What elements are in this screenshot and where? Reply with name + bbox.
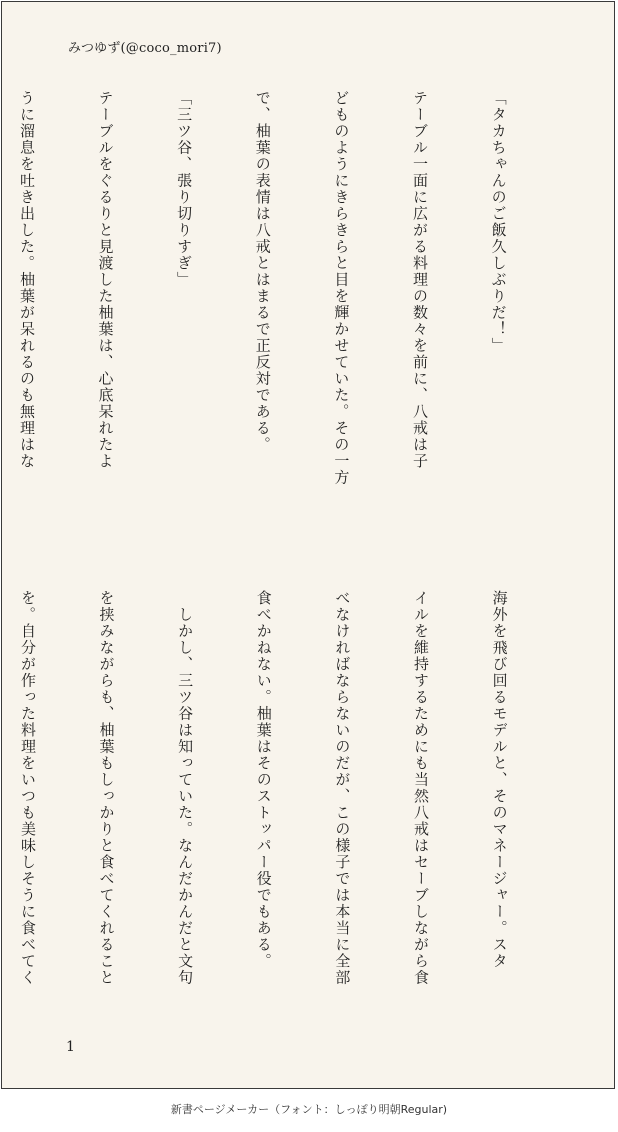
text-line: べなければならないのだが、この様子では本当に全部 <box>333 590 352 986</box>
text-line: を。自分が作った料理をいつも美味しそうに食べてく <box>18 590 37 986</box>
text-line: うに溜息を吐き出した。柚葉が呆れるのも無理はな <box>17 90 36 470</box>
text-block-upper <box>17 90 564 520</box>
text-line: テーブル一面に広がる料理の数々を前に、八戒は子 <box>410 90 429 470</box>
generator-credit: 新書ページメーカー（フォント：しっぽり明朝Regular) <box>170 1103 448 1116</box>
text-line: テーブルをぐるりと見渡した柚葉は、心底呆れたよ <box>96 90 115 470</box>
text-line: どものようにきらきらと目を輝かせていた。その一方 <box>332 90 351 486</box>
book-page <box>1 1 615 1089</box>
text-line: イルを維持するためにも当然八戒はセーブしながら食 <box>411 590 430 986</box>
text-block-lower <box>18 590 565 1020</box>
author-credit: みつゆず(@coco_mori7) <box>68 41 222 56</box>
text-line: しかし、三ツ谷は知っていた。なんだかんだと文句 <box>176 590 195 986</box>
text-line: 「タカちゃんのご飯久しぶりだ！」 <box>489 90 508 354</box>
text-line: 「三ツ谷、張り切りすぎ」 <box>175 90 194 288</box>
text-line: を挟みながらも、柚葉もしっかりと食べてくれること <box>97 590 116 986</box>
text-line: 海外を飛び回るモデルと、そのマネージャー。スタ <box>490 590 509 970</box>
page-number: 1 <box>66 1039 75 1055</box>
text-line: 食べかねない。柚葉はそのストッパー役でもある。 <box>254 590 273 970</box>
text-line: で、柚葉の表情は八戒とはまるで正反対である。 <box>253 90 272 453</box>
